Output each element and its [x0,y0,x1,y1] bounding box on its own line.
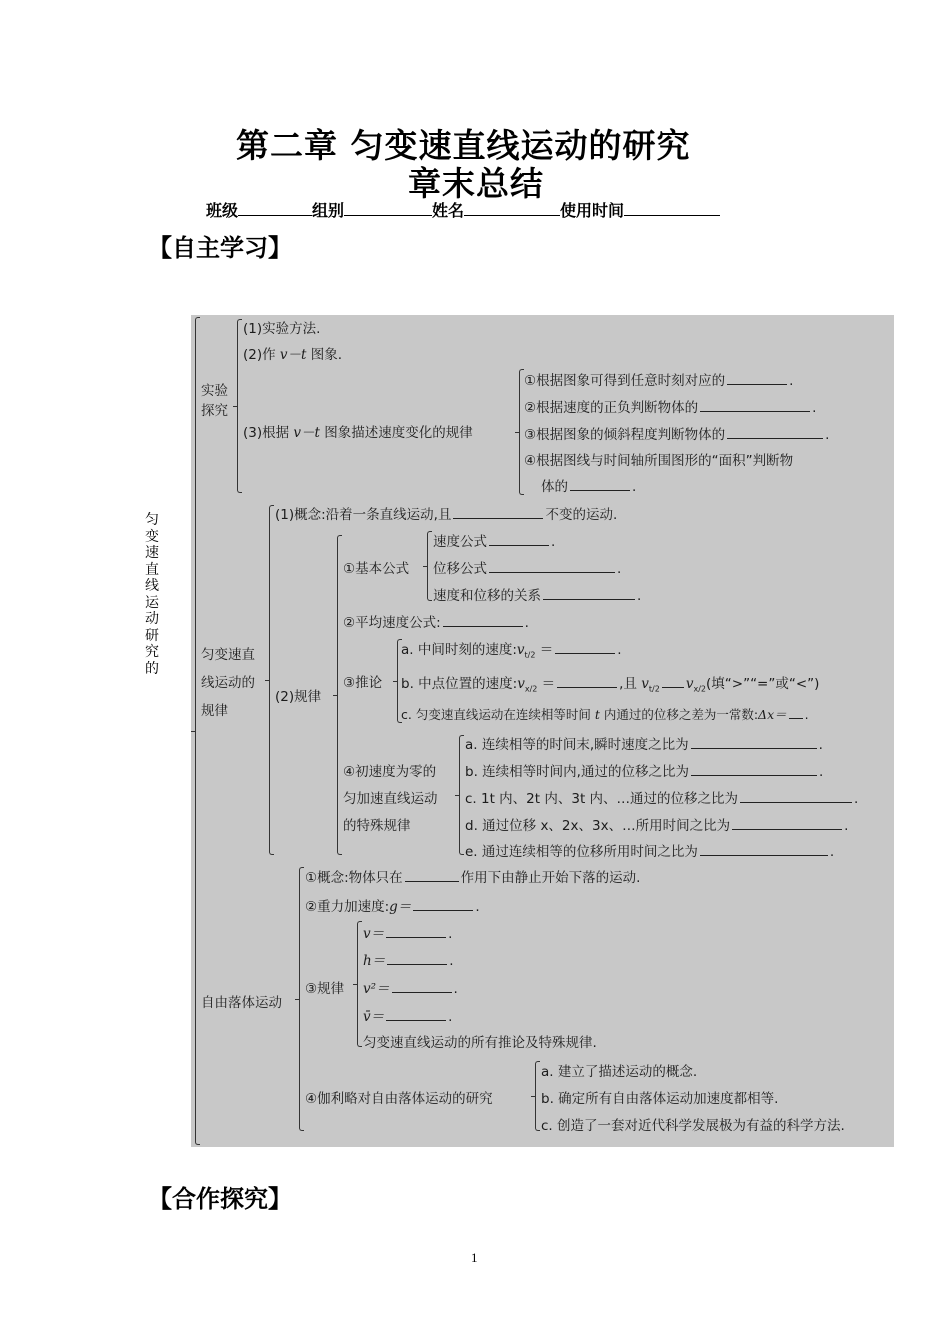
exp-sub2: ②根据速度的正负判断物体的 . [524,400,817,416]
exp-sub1: ①根据图象可得到任意时刻对应的 . [524,373,794,389]
freefall-rules-label: ③规律 [305,981,345,997]
special-label: ④初速度为零的 匀加速直线运动 的特殊规律 [343,764,438,834]
galileo-brace [535,1061,540,1131]
freefall-label: 自由落体运动 [201,995,282,1011]
page-number: 1 [471,1250,478,1265]
info-line [206,198,720,221]
galileo-a: a. 建立了描述运动的概念. [541,1064,698,1080]
name-field[interactable] [464,201,560,216]
galileo-label: ④伽利略对自由落体运动的研究 [305,1091,493,1107]
subtitle: 章末总结 [408,164,544,203]
exp-brace [237,319,242,493]
group-field[interactable] [344,201,432,216]
special-c: c. 1t 内、2t 内、3t 内、…通过的位移之比为 . [465,791,859,807]
special-a: a. 连续相等的时间末,瞬时速度之比为 . [465,737,823,753]
section-cooperative: 【合作探究】 [148,1185,292,1213]
rule-h: h＝ . [363,953,454,969]
class-field[interactable] [238,201,312,216]
class-label: 班级 [206,201,239,220]
infer-c: c. 匀变速直线运动在连续相等时间 t 内通过的位移之差为一常数:Δx＝ . [401,707,809,722]
name-label: 姓名 [432,201,465,220]
uniform-concept: (1)概念:沿着一条直线运动,且 不变的运动. [275,507,618,523]
rule-v: v＝ . [363,926,453,942]
uniform-brace [269,505,274,855]
infer-label: ③推论 [343,675,383,691]
rule-v2: v²＝ . [363,981,458,997]
infer-a: a. 中间时刻的速度$:v_{t/2}$ ＝ . [401,642,622,660]
basic-label: ①基本公式 [343,561,410,577]
rule-vbar: v̄＝ . [363,1009,453,1025]
concept-map [191,315,894,1147]
group-label: 组别 [312,201,345,220]
root-brace [195,317,200,1145]
rules-brace [337,535,342,855]
exp-item1: (1)实验方法. [243,321,321,337]
special-d: d. 通过位移 x、2x、3x、…所用时间之比为 . [465,818,849,834]
time-field[interactable] [624,201,720,216]
exp-label: 实验 探究 [201,383,228,419]
basic-1: 速度公式 . [433,534,556,550]
uniform-label: 匀变速直 线运动的 规律 [201,647,255,719]
exp-sub4: ④根据图线与时间轴所围图形的“面积”判断物 [524,453,794,469]
time-label: 使用时间 [560,201,625,220]
basic-3: 速度和位移的关系 . [433,588,642,604]
freefall-rules-brace [357,921,362,1047]
galileo-c: c. 创造了一套对近代科学发展极为有益的科学方法. [541,1118,845,1134]
exp-sub4b: 体的 . [541,479,637,495]
rule-all: 匀变速直线运动的所有推论及特殊规律. [363,1035,597,1051]
exp-item3: (3)根据 v－t 图象描述速度变化的规律 [243,425,473,441]
special-b: b. 连续相等时间内,通过的位移之比为 . [465,764,824,780]
galileo-b: b. 确定所有自由落体运动加速度都相等. [541,1091,779,1107]
infer-b: b. 中点位置的速度$:v_{x/2}$ ＝ ,且 $v_{t/2}$ $v_{x/2}$(填“>”“=”或“<”) [401,676,820,694]
avg-formula: ②平均速度公式: . [343,615,529,631]
freefall-brace [299,867,304,1131]
basic-brace [427,531,432,601]
section-self-study: 【自主学习】 [148,234,292,262]
special-brace [459,735,464,855]
exp-item2: (2)作 v－t 图象. [243,347,343,363]
basic-2: 位移公式 . [433,561,622,577]
chapter-title: 第二章 匀变速直线运动的研究 [236,126,691,165]
special-e: e. 通过连续相等的位移所用时间之比为 . [465,844,835,860]
freefall-concept: ①概念:物体只在 作用下由静止开始下落的运动. [305,870,641,886]
uniform-rules-label: (2)规律 [275,689,322,705]
gravity-acc: ②重力加速度:g＝ . [305,899,480,915]
exp-sub3: ③根据图象的倾斜程度判断物体的 . [524,427,830,443]
root-label: 匀 变 速 直 线 运 动 研 究 的 [145,512,159,677]
